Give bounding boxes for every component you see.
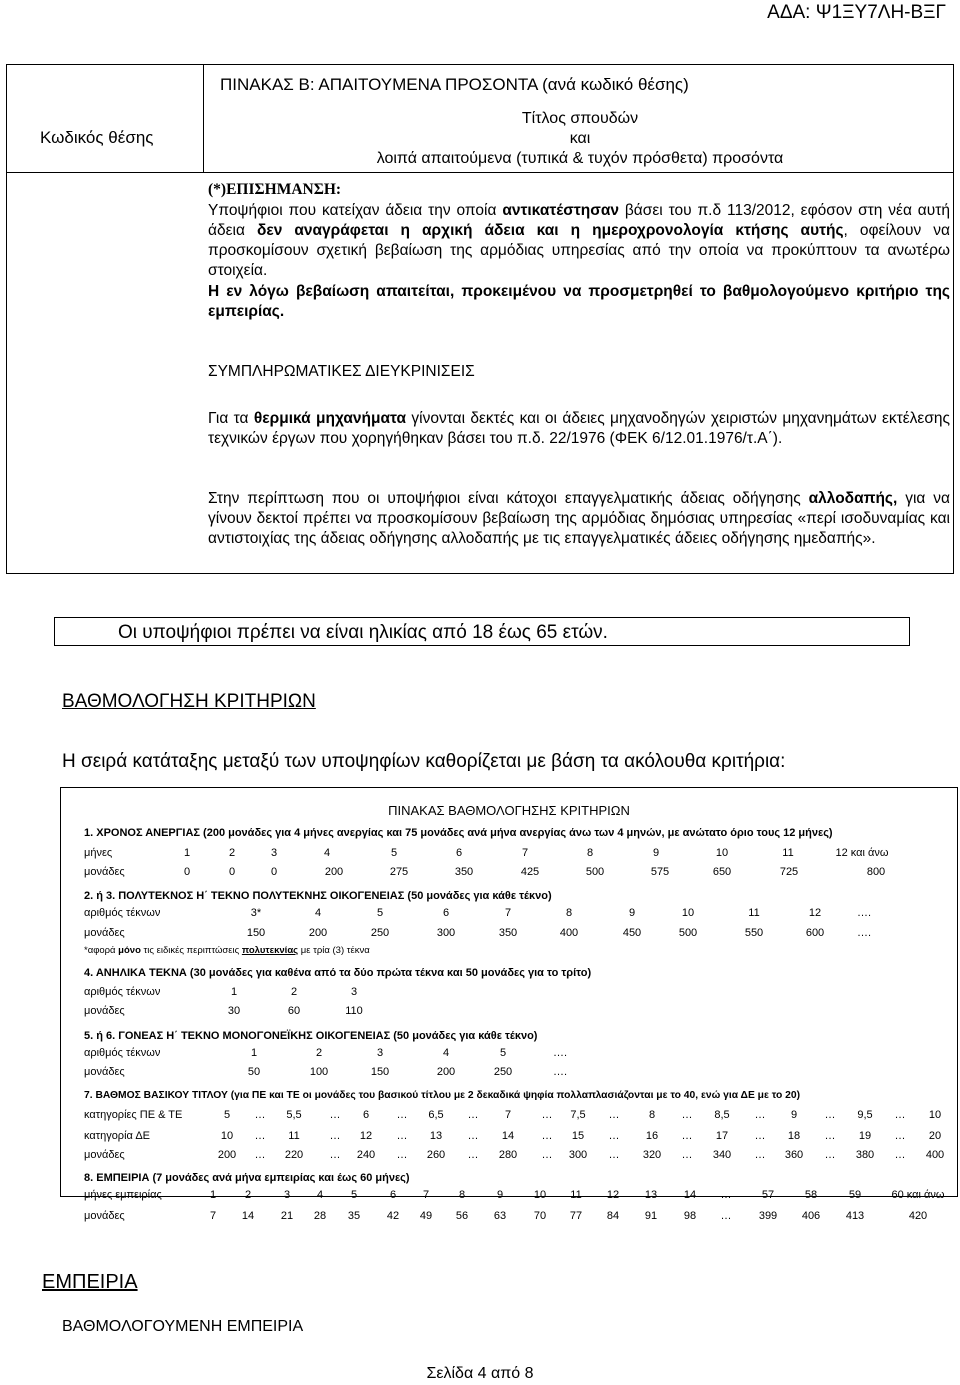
table-cell: 3 <box>270 847 278 859</box>
table-cell: 320 <box>642 1149 662 1161</box>
scoring-heading: ΒΑΘΜΟΛΟΓΗΣΗ ΚΡΙΤΗΡΙΩΝ <box>62 691 316 712</box>
table-cell: … <box>254 1109 266 1121</box>
table-cell: 340 <box>712 1149 732 1161</box>
table-cell: 600 <box>805 927 825 939</box>
criterion-1-row1-label: μήνες <box>84 847 113 859</box>
table-cell: 2 <box>315 1047 323 1059</box>
table-cell: 8 <box>586 847 594 859</box>
note-label: (*)ΕΠΙΣΗΜΑΝΣΗ: <box>208 181 342 198</box>
table-cell: 6 <box>389 1189 397 1201</box>
table-cell: 280 <box>498 1149 518 1161</box>
table-cell: 1 <box>209 1189 217 1201</box>
table-cell: 59 <box>848 1189 862 1201</box>
table-cell: 650 <box>712 866 732 878</box>
table-cell: 21 <box>280 1210 294 1222</box>
table-cell: … <box>396 1149 408 1161</box>
table-cell: … <box>681 1149 693 1161</box>
table-cell: 6 <box>442 907 450 919</box>
table-cell: 3 <box>376 1047 384 1059</box>
table-cell: 725 <box>779 866 799 878</box>
scoring-intro: Η σειρά κατάταξης μεταξύ των υποψηφίων καθορίζεται με βάση τα ακόλουθα κριτήρια: <box>62 751 786 772</box>
criterion-7-title: 7. ΒΑΘΜΟΣ ΒΑΣΙΚΟΥ ΤΙΤΛΟΥ (για ΠΕ και ΤΕ οι μονάδες του βασικού τίτλου με 2 δεκαδικά ψηφία πολλαπλασιάζονται με το 40, ενώ για ΔΕ με το 20) <box>84 1090 801 1101</box>
table-cell: 9 <box>652 847 660 859</box>
table-cell: … <box>894 1130 906 1142</box>
table-cell: 450 <box>622 927 642 939</box>
table-cell: 110 <box>345 1005 363 1017</box>
table-cell: 6 <box>455 847 463 859</box>
table-cell: 0 <box>183 866 191 878</box>
table-cell: 0 <box>270 866 278 878</box>
table-cell: 0 <box>228 866 236 878</box>
criterion-4-row2-label: μονάδες <box>84 1005 125 1017</box>
table-cell: 7 <box>521 847 529 859</box>
table-cell: 15 <box>571 1130 585 1142</box>
table-cell: 275 <box>389 866 409 878</box>
table-cell: 4 <box>316 1189 324 1201</box>
table-cell: 60 <box>287 1005 301 1017</box>
table-cell: 11 <box>288 1130 300 1142</box>
table-cell: 550 <box>744 927 764 939</box>
table-cell: 7 <box>422 1189 430 1201</box>
table-cell: 60 και άνω <box>891 1189 945 1201</box>
table-cell: 42 <box>386 1210 400 1222</box>
table-cell: 12 <box>808 907 822 919</box>
table-cell: 3* <box>250 907 262 919</box>
table-divider <box>203 65 204 173</box>
criterion-8-row2-label: μονάδες <box>84 1210 125 1222</box>
table-cell: … <box>754 1109 766 1121</box>
table-cell: 7,5 <box>570 1109 586 1121</box>
table-b-title: ΠΙΝΑΚΑΣ Β: ΑΠΑΙΤΟΥΜΕΝΑ ΠΡΟΣΟΝΤΑ (ανά κωδικό θέσης) <box>220 75 689 94</box>
criterion-2-row1-label: αριθμός τέκνων <box>84 907 161 919</box>
table-cell: 5 <box>223 1109 231 1121</box>
table-cell: 800 <box>866 866 886 878</box>
table-cell: … <box>396 1130 408 1142</box>
table-cell: … <box>894 1149 906 1161</box>
table-cell: … <box>541 1130 553 1142</box>
experience-heading: ΕΜΠΕΙΡΙΑ <box>42 1271 138 1293</box>
table-cell: 14 <box>683 1189 697 1201</box>
table-cell: … <box>467 1130 479 1142</box>
table-cell: 84 <box>606 1210 620 1222</box>
table-cell: 200 <box>324 866 344 878</box>
table-cell: 16 <box>645 1130 659 1142</box>
table-cell: … <box>754 1149 766 1161</box>
table-cell: 8,5 <box>714 1109 730 1121</box>
table-cell: … <box>681 1109 693 1121</box>
table-cell: 420 <box>908 1210 928 1222</box>
table-cell: 49 <box>419 1210 433 1222</box>
criterion-8-title: 8. ΕΜΠΕΙΡΙΑ (7 μονάδες ανά μήνα εμπειρίας και έως 60 μήνες) <box>84 1172 410 1184</box>
table-cell: … <box>541 1109 553 1121</box>
experience-subheading: ΒΑΘΜΟΛΟΓΟΥΜΕΝΗ ΕΜΠΕΙΡΙΑ <box>62 1318 304 1335</box>
table-cell: 11 <box>782 847 794 859</box>
ada-code: ΑΔΑ: Ψ1ΞΥ7ΛΗ-ΒΞΓ <box>767 2 946 23</box>
table-cell: … <box>396 1109 408 1121</box>
supplementary-paragraph-2: Στην περίπτωση που οι υποψήφιοι είναι κάτοχοι επαγγελματικής άδειας οδήγησης αλλοδαπής, για να γίνουν δεκτοί πρέπει να προσκομίσουν βεβαίωση της αρμόδιας δημόσιας υπηρεσίας «περί ισοδυναμίας και αντιστοιχίας της άδειας οδήγησης αλλοδαπής με τις επαγγελματικές άδειες οδήγησης ημεδαπής». <box>208 490 950 547</box>
table-cell: … <box>754 1130 766 1142</box>
table-cell: 350 <box>498 927 518 939</box>
table-cell: 63 <box>493 1210 507 1222</box>
criterion-1-title: 1. ΧΡΟΝΟΣ ΑΝΕΡΓΙΑΣ (200 μονάδες για 4 μήνες ανεργίας και 75 μονάδες ανά μήνα ανεργίας άνω των 4 μηνών, με ανώτατο όριο τους 12 μήνες) <box>84 827 833 839</box>
table-cell: 7 <box>504 1109 512 1121</box>
table-cell: 19 <box>858 1130 872 1142</box>
table-cell: 575 <box>650 866 670 878</box>
table-cell: 200 <box>217 1149 237 1161</box>
table-cell: 6,5 <box>428 1109 444 1121</box>
table-cell: 2 <box>244 1189 252 1201</box>
table-cell: … <box>541 1149 553 1161</box>
table-cell: 8 <box>648 1109 656 1121</box>
table-cell: 1 <box>230 986 238 998</box>
table-cell: …. <box>856 927 872 939</box>
table-cell: 12 <box>606 1189 620 1201</box>
table-cell: 5 <box>390 847 398 859</box>
criterion-5-title: 5. ή 6. ΓΟΝΕΑΣ Η΄ ΤΕΚΝΟ ΜΟΝΟΓΟΝΕΪΚΗΣ ΟΙΚΟΓΕΝΕΙΑΣ (50 μονάδες για κάθε τέκνο) <box>84 1030 538 1042</box>
table-cell: … <box>329 1130 341 1142</box>
table-cell: 360 <box>784 1149 804 1161</box>
table-cell: 10 <box>533 1189 547 1201</box>
table-cell: 50 <box>247 1066 261 1078</box>
table-cell: 406 <box>801 1210 821 1222</box>
table-cell: 11 <box>570 1189 582 1201</box>
criterion-4-title: 4. ΑΝΗΛΙΚΑ ΤΕΚΝΑ (30 μονάδες για καθένα από τα δύο πρώτα τέκνα και 50 μονάδες για το τρίτο) <box>84 967 592 979</box>
table-cell: 400 <box>559 927 579 939</box>
table-cell: 500 <box>585 866 605 878</box>
table-cell: 12 <box>359 1130 373 1142</box>
table-cell: 5,5 <box>286 1109 302 1121</box>
table-cell: 4 <box>323 847 331 859</box>
qualifications-header-line2: και <box>569 130 591 147</box>
table-cell: 3 <box>283 1189 291 1201</box>
table-cell: … <box>254 1149 266 1161</box>
table-cell: 17 <box>715 1130 729 1142</box>
table-cell: 300 <box>568 1149 588 1161</box>
table-cell: … <box>720 1189 732 1201</box>
table-cell: 6 <box>362 1109 370 1121</box>
table-cell: … <box>681 1130 693 1142</box>
table-cell: … <box>467 1109 479 1121</box>
table-cell: 425 <box>520 866 540 878</box>
table-cell: 2 <box>290 986 298 998</box>
table-cell: 100 <box>309 1066 329 1078</box>
table-cell: 500 <box>678 927 698 939</box>
table-cell: … <box>329 1149 341 1161</box>
table-cell: 380 <box>855 1149 875 1161</box>
note-emphasis: Η εν λόγω βεβαίωση απαιτείται, προκειμένου να προσμετρηθεί το βαθμολογούμενο κριτήριο της εμπειρίας. <box>208 283 950 320</box>
table-cell: 7 <box>504 907 512 919</box>
table-cell: … <box>608 1149 620 1161</box>
qualifications-header-line1: Τίτλος σπουδών <box>521 110 639 127</box>
table-cell: 9 <box>790 1109 798 1121</box>
table-cell: 98 <box>683 1210 697 1222</box>
note-paragraph: Υποψήφιοι που κατείχαν άδεια την οποία αντικατέστησαν βάσει του π.δ 113/2012, εφόσον στη νέα αυτή άδεια δεν αναγράφεται η αρχική άδεια και η ημεροχρονολογία κτήσης αυτής, οφείλουν να προσκομίσουν σχετική βεβαίωση της αρμόδιας υπηρεσίας από την οποία να προκύπτουν τα ανωτέρω στοιχεία. <box>208 202 950 279</box>
table-cell: 1 <box>250 1047 258 1059</box>
page-number: Σελίδα 4 από 8 <box>426 1365 534 1382</box>
table-cell: 8 <box>458 1189 466 1201</box>
table-cell: 5 <box>499 1047 507 1059</box>
table-cell: 7 <box>209 1210 217 1222</box>
table-cell: …. <box>856 907 872 919</box>
table-cell: 57 <box>761 1189 775 1201</box>
table-cell: 10 <box>220 1130 234 1142</box>
table-cell: 8 <box>565 907 573 919</box>
table-cell: 18 <box>787 1130 801 1142</box>
table-cell: 56 <box>455 1210 469 1222</box>
supplementary-title: ΣΥΜΠΛΗΡΩΜΑΤΙΚΕΣ ΔΙΕΥΚΡΙΝΙΣΕΙΣ <box>208 363 475 380</box>
table-cell: 150 <box>370 1066 390 1078</box>
position-code-header: Κωδικός θέσης <box>40 128 154 147</box>
table-cell: 200 <box>436 1066 456 1078</box>
table-cell: … <box>608 1109 620 1121</box>
table-cell: 14 <box>241 1210 255 1222</box>
qualifications-header-line3: λοιπά απαιτούμενα (τυπικά & τυχόν πρόσθετα) προσόντα <box>376 150 784 167</box>
table-cell: … <box>254 1130 266 1142</box>
table-cell: …. <box>552 1047 568 1059</box>
table-cell: 3 <box>350 986 358 998</box>
table-cell: … <box>824 1130 836 1142</box>
age-note: Οι υποψήφιοι πρέπει να είναι ηλικίας από 18 έως 65 ετών. <box>118 622 608 643</box>
criterion-7-row3-label: μονάδες <box>84 1149 125 1161</box>
table-cell: 28 <box>313 1210 327 1222</box>
criterion-2-title: 2. ή 3. ΠΟΛΥΤΕΚΝΟΣ Η΄ ΤΕΚΝΟ ΠΟΛΥΤΕΚΝΗΣ ΟΙΚΟΓΕΝΕΙΑΣ (50 μονάδες για κάθε τέκνο) <box>84 890 552 902</box>
criterion-2-row2-label: μονάδες <box>84 927 125 939</box>
criterion-7-row2-label: κατηγορία ΔΕ <box>84 1130 150 1142</box>
table-cell: 9 <box>496 1189 504 1201</box>
table-cell: … <box>608 1130 620 1142</box>
table-cell: 13 <box>429 1130 443 1142</box>
table-cell: 77 <box>569 1210 583 1222</box>
table-cell: 4 <box>314 907 322 919</box>
table-cell: 13 <box>644 1189 658 1201</box>
table-cell: 30 <box>227 1005 241 1017</box>
table-cell: 14 <box>501 1130 515 1142</box>
table-cell: 20 <box>928 1130 942 1142</box>
table-cell: … <box>329 1109 341 1121</box>
table-cell: 5 <box>376 907 384 919</box>
table-cell: 413 <box>845 1210 865 1222</box>
criterion-1-row2-label: μονάδες <box>84 866 125 878</box>
table-cell: 9,5 <box>857 1109 873 1121</box>
table-cell: 240 <box>356 1149 376 1161</box>
table-cell: …. <box>552 1066 568 1078</box>
table-cell: … <box>720 1210 732 1222</box>
scoring-table-title: ΠΙΝΑΚΑΣ ΒΑΘΜΟΛΟΓΗΣΗΣ ΚΡΙΤΗΡΙΩΝ <box>388 803 630 818</box>
criterion-2-footnote: *αφορά μόνο τις ειδικές περιπτώσεις πολυτεκνίας με τρία (3) τέκνα <box>84 945 370 956</box>
criterion-4-row1-label: αριθμός τέκνων <box>84 986 161 998</box>
table-cell: 91 <box>644 1210 658 1222</box>
supplementary-paragraph-1: Για τα θερμικά μηχανήματα γίνονται δεκτές και οι άδειες μηχανοδηγών χειριστών μηχανημάτων εκτέλεσης τεχνικών έργων που χορηγήθηκαν βάσει του π.δ. 22/1976 (ΦΕΚ 6/12.01.1976/τ.Α΄). <box>208 410 950 447</box>
table-cell: 11 <box>748 907 760 919</box>
criterion-8-row1-label: μήνες εμπειρίας <box>84 1189 162 1201</box>
table-cell: 200 <box>308 927 328 939</box>
table-cell: … <box>894 1109 906 1121</box>
criterion-7-row1-label: κατηγορίες ΠΕ & ΤΕ <box>84 1109 183 1121</box>
table-cell: … <box>467 1149 479 1161</box>
table-cell: 5 <box>350 1189 358 1201</box>
table-cell: 250 <box>370 927 390 939</box>
table-cell: 12 και άνω <box>835 847 889 859</box>
table-cell: 10 <box>928 1109 942 1121</box>
table-cell: 399 <box>758 1210 778 1222</box>
criterion-5-row2-label: μονάδες <box>84 1066 125 1078</box>
table-cell: 9 <box>628 907 636 919</box>
table-cell: … <box>824 1149 836 1161</box>
table-cell: 4 <box>442 1047 450 1059</box>
table-cell: 350 <box>454 866 474 878</box>
table-cell: 250 <box>493 1066 513 1078</box>
table-cell: 260 <box>426 1149 446 1161</box>
table-cell: 220 <box>284 1149 304 1161</box>
table-cell: 2 <box>228 847 236 859</box>
table-cell: 400 <box>925 1149 945 1161</box>
table-cell: 10 <box>715 847 729 859</box>
table-cell: 58 <box>804 1189 818 1201</box>
table-cell: 300 <box>436 927 456 939</box>
criterion-5-row1-label: αριθμός τέκνων <box>84 1047 161 1059</box>
table-cell: 70 <box>533 1210 547 1222</box>
table-cell: 10 <box>681 907 695 919</box>
table-cell: 150 <box>246 927 266 939</box>
table-cell: 1 <box>183 847 191 859</box>
table-cell: 35 <box>347 1210 361 1222</box>
table-cell: … <box>824 1109 836 1121</box>
